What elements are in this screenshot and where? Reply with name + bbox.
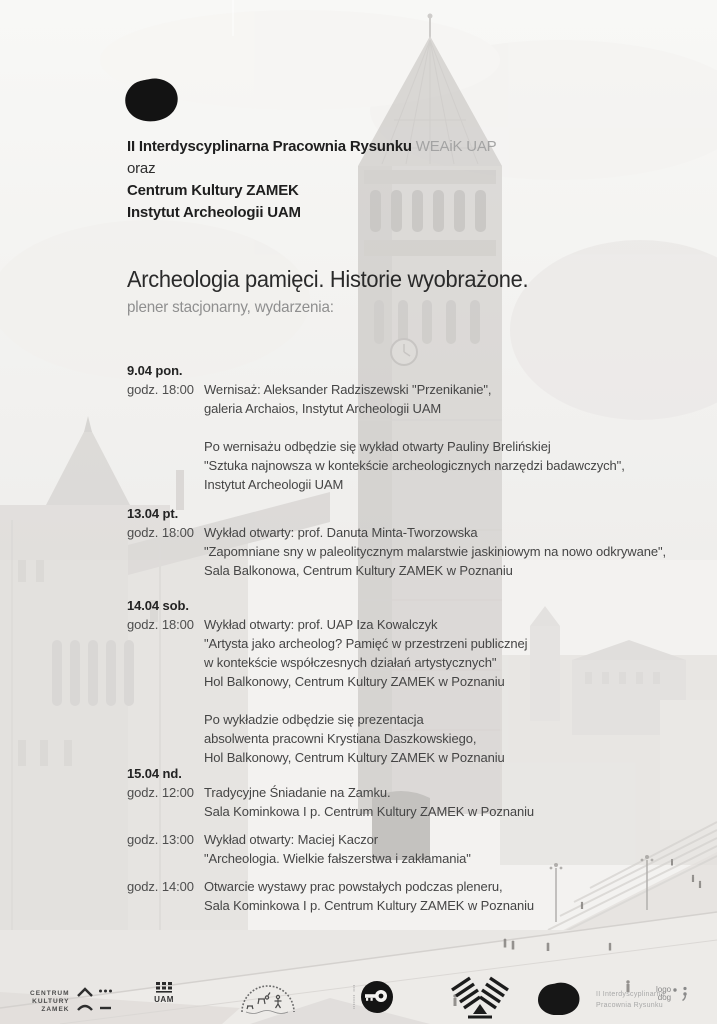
event-date: 13.04 pt. bbox=[127, 506, 179, 521]
logodog-logo bbox=[656, 986, 693, 1006]
text-line: "Artysta jako archeolog? Pamięć w przestrzeni publicznej bbox=[204, 636, 528, 651]
org-ckzamek: Centrum Kultury ZAMEK bbox=[127, 182, 299, 199]
text-line: Otwarcie wystawy prac powstałych podczas pleneru, bbox=[204, 879, 503, 894]
logodog-dots-icon bbox=[671, 986, 693, 1006]
tiny-vertical-caption bbox=[352, 984, 357, 1010]
event-time: godz. 14:00 bbox=[127, 879, 194, 894]
weaik-uap-mark-icon bbox=[450, 975, 510, 1021]
text-line: "Zapomniane sny w paleolitycznym malarstwie jaskiniowym na nowo odkrywane", bbox=[204, 544, 666, 559]
poster-subtitle: plener stacjonarny, wydarzenia: bbox=[127, 299, 334, 316]
text-line: Po wernisażu odbędzie się wykład otwarty Pauliny Brelińskiej bbox=[204, 439, 551, 454]
text-line: Sala Balkonowa, Centrum Kultury ZAMEK w Poznaniu bbox=[204, 563, 513, 578]
text-line: absolwenta pracowni Krystiana Daszkowskiego, bbox=[204, 731, 477, 746]
event-time: godz. 18:00 bbox=[127, 382, 194, 397]
key-circle-icon bbox=[360, 980, 394, 1014]
pracownia-blob-logo bbox=[537, 982, 665, 1015]
text-line: Wykład otwarty: prof. Danuta Minta-Tworzowska bbox=[204, 525, 478, 540]
event-time: godz. 18:00 bbox=[127, 525, 194, 540]
text-line: Wykład otwarty: Maciej Kaczor bbox=[204, 832, 378, 847]
key-circle-logo bbox=[352, 980, 394, 1014]
text-line: "Sztuka najnowsza w kontekście archeologicznych narzędzi badawczych", bbox=[204, 458, 625, 473]
logodog-label: logo dog bbox=[656, 985, 672, 1002]
uam-crest-icon bbox=[155, 982, 173, 996]
studio-affiliation: WEAiK UAP bbox=[415, 138, 497, 155]
event-time: godz. 18:00 bbox=[127, 617, 194, 632]
event-time: godz. 12:00 bbox=[127, 785, 194, 800]
ckzamek-logo-text: CENTRUM KULTURY ZAMEK bbox=[30, 990, 70, 1013]
text-line: w kontekście współczesnych działań artystycznych" bbox=[204, 655, 497, 670]
event-date: 14.04 sob. bbox=[127, 598, 189, 613]
small-ink-blob-icon bbox=[537, 982, 581, 1015]
text-line: Sala Kominkowa I p. Centrum Kultury ZAMEK w Poznaniu bbox=[204, 898, 535, 913]
oraz-text: oraz bbox=[127, 160, 156, 177]
ckzamek-symbols-icon bbox=[75, 987, 113, 1014]
text-line: Wykład otwarty: prof. UAP Iza Kowalczyk bbox=[204, 617, 438, 632]
event-date: 15.04 nd. bbox=[127, 766, 182, 781]
text-line: Instytut Archeologii UAM bbox=[204, 477, 344, 492]
weaik-uap-logo bbox=[450, 975, 510, 1024]
archaeology-circle-icon bbox=[238, 982, 298, 1016]
ckzamek-logo bbox=[30, 987, 113, 1014]
text-line: Tradycyjne Śniadanie na Zamku. bbox=[204, 785, 391, 800]
event-date: 9.04 pon. bbox=[127, 363, 183, 378]
poster-title: Archeologia pamięci. Historie wyobrażone. bbox=[127, 266, 529, 292]
uam-logo bbox=[152, 982, 176, 1004]
text-line: galeria Archaios, Instytut Archeologii UAM bbox=[204, 401, 442, 416]
org-instytut-archeologii: Instytut Archeologii UAM bbox=[127, 204, 301, 221]
pracownia-logo-text: II Interdyscyplinarna Pracownia Rysunku bbox=[596, 991, 665, 1009]
event-time: godz. 13:00 bbox=[127, 832, 194, 847]
text-line: Wernisaż: Aleksander Radziszewski "Przenikanie", bbox=[204, 382, 492, 397]
text-line: Hol Balkonowy, Centrum Kultury ZAMEK w Poznaniu bbox=[204, 674, 505, 689]
text-line: Po wykładzie odbędzie się prezentacja bbox=[204, 712, 424, 727]
uam-logo-label: UAM bbox=[154, 995, 174, 1004]
text-line: Sala Kominkowa I p. Centrum Kultury ZAMEK w Poznaniu bbox=[204, 804, 535, 819]
studio-name: II Interdyscyplinarna Pracownia Rysunku bbox=[127, 138, 412, 155]
text-line: "Archeologia. Wielkie fałszerstwa i zakłamania" bbox=[204, 851, 471, 866]
archaeology-circle-logo bbox=[238, 982, 298, 1021]
text-line: Hol Balkonowy, Centrum Kultury ZAMEK w Poznaniu bbox=[204, 750, 505, 765]
